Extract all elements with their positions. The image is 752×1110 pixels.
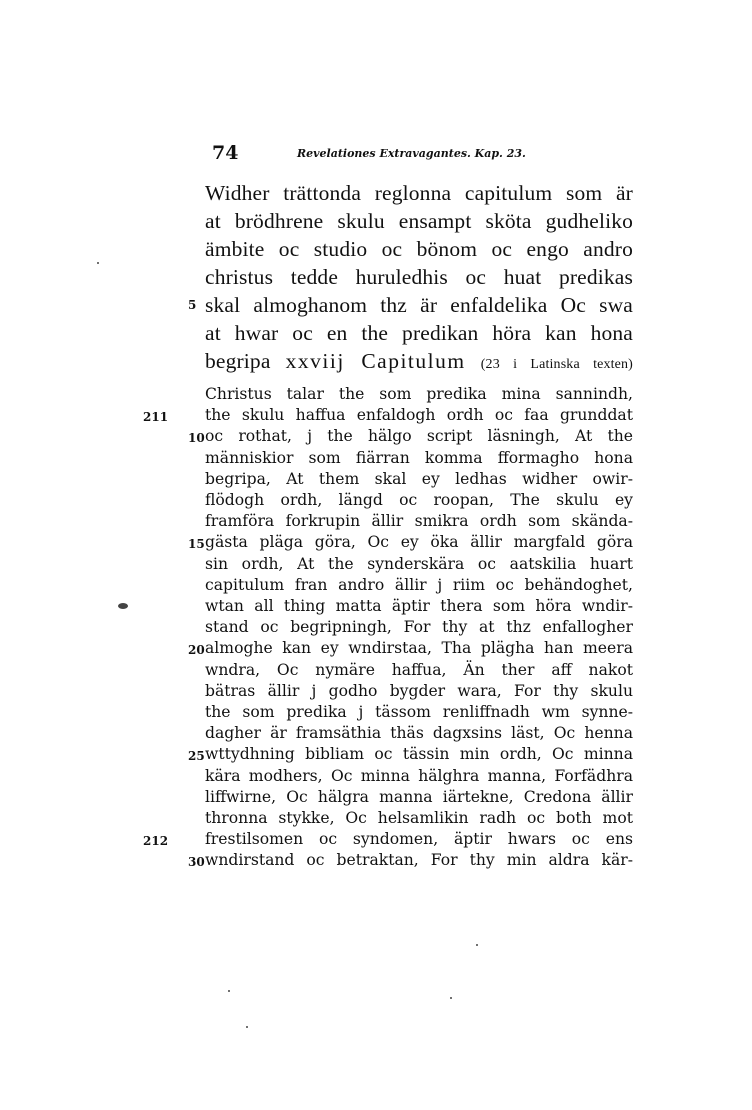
heading-line: skal almoghanom thz är enfaldelika Oc swa <box>205 293 633 317</box>
body-line: frestilsomen oc syndomen, äptir hwars oc ens <box>205 830 633 848</box>
body-line: the som predika j tässom renliffnadh wm synne- <box>205 703 633 721</box>
page-number: 74 <box>212 142 239 164</box>
line-number: 15 <box>188 537 205 551</box>
body-line: liffwirne, Oc hälgra manna iärtekne, Credona ällir <box>205 788 633 806</box>
body-line: kära modhers, Oc minna hälghra manna, Forfädhra <box>205 767 633 785</box>
heading-line: Widher trättonda reglonna capitulum som är <box>205 181 633 205</box>
heading-line: christus tedde huruledhis oc huat predikas <box>205 265 633 289</box>
body-line: Christus talar the som predika mina sannindh, <box>205 385 633 403</box>
body-line: framföra forkrupin ällir smikra ordh som skända- <box>205 512 633 530</box>
speck-mark <box>246 1026 248 1028</box>
body-line: capitulum fran andro ällir j riim oc behändoghet, <box>205 576 633 594</box>
body-line: dagher är framsäthia thäs dagxsins läst, Oc henna <box>205 724 633 742</box>
heading-line: at brödhrene skulu ensampt sköta gudheliko <box>205 209 633 233</box>
line-number: 25 <box>188 749 205 763</box>
page-reference: 211 <box>143 410 169 424</box>
body-line: wndirstand oc betraktan, For thy min aldra kär- <box>205 851 633 869</box>
heading-line: ämbite oc studio oc bönom oc engo andro <box>205 237 633 261</box>
line-number: 30 <box>188 855 205 869</box>
speck-mark <box>476 944 478 946</box>
chapter-label: xxviij Capitulum <box>285 349 466 373</box>
body-line: oc rothat, j the hälgo script läsningh, At the <box>205 427 633 445</box>
body-line: begripa, At them skal ey ledhas widher owir- <box>205 470 633 488</box>
speck-mark <box>97 262 99 264</box>
line-number: 20 <box>188 643 205 657</box>
body-line: sin ordh, At the synderskära oc aatskilia huart <box>205 555 633 573</box>
body-line: flödogh ordh, längd oc roopan, The skulu ey <box>205 491 633 509</box>
page-header <box>212 142 542 166</box>
running-title: Revelationes Extravagantes. Kap. 23. <box>297 147 526 160</box>
body-line: gästa pläga göra, Oc ey öka ällir margfald göra <box>205 533 633 551</box>
page-reference: 212 <box>143 834 169 848</box>
body-line: människior som fiärran komma fformagho hona <box>205 449 633 467</box>
body-line: wttydhning bibliam oc tässin min ordh, Oc minna <box>205 745 633 763</box>
body-line: wndra, Oc nymäre haffua, Än ther aff nakot <box>205 661 633 679</box>
line-number: 5 <box>188 298 197 312</box>
body-line: bätras ällir j godho bygder wara, For thy skulu <box>205 682 633 700</box>
heading-line: at hwar oc en the predikan höra kan hona <box>205 321 633 345</box>
body-line: thronna stykke, Oc helsamlikin radh oc both mot <box>205 809 633 827</box>
body-line: wtan all thing matta äptir thera som höra wndir- <box>205 597 633 615</box>
body-line: the skulu haffua enfaldogh ordh oc faa grunddat <box>205 406 633 424</box>
heading-line-last <box>205 349 633 374</box>
speck-mark <box>450 997 452 999</box>
body-line: stand oc begripningh, For thy at thz enfallogher <box>205 618 633 636</box>
body-line: almoghe kan ey wndirstaa, Tha plägha han meera <box>205 639 633 657</box>
margin-ink-mark <box>118 603 128 609</box>
speck-mark <box>228 990 230 992</box>
line-number: 10 <box>188 431 205 445</box>
heading-word: begripa <box>205 349 271 373</box>
chapter-note: (23 i Latinska texten) <box>480 357 633 372</box>
